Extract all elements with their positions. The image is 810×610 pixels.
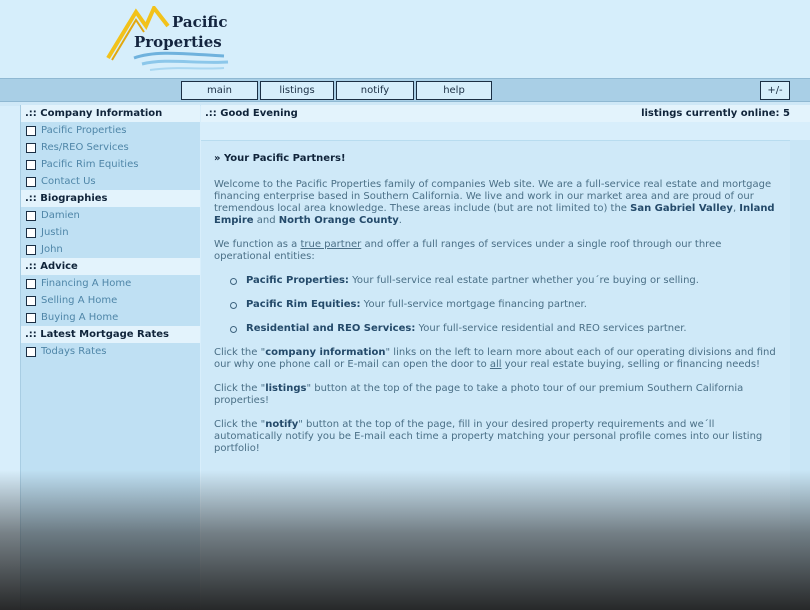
sidebar-item-label: Todays Rates [41,346,107,357]
listings-term: listings [265,383,307,394]
sidebar-item-label: Pacific Rim Equities [41,159,139,170]
sidebar-item-label: Justin [41,227,69,238]
notify-term: notify [265,419,299,430]
checkbox-icon [26,279,36,289]
pacific-properties-logo[interactable] [106,6,234,74]
nav-listings-button[interactable]: listings [260,81,334,100]
nav-notify-button[interactable]: notify [336,81,414,100]
sidebar-item-label: Pacific Properties [41,125,127,136]
nav-main-button[interactable]: main [181,81,258,100]
bullet-circle-icon [230,302,237,309]
greeting-text: .:: Good Evening [205,108,298,119]
checkbox-icon [26,126,36,136]
sidebar-item-pacific-properties[interactable] [21,122,200,139]
checkbox-icon [26,160,36,170]
toggle-layout-button[interactable]: +/- [760,81,790,100]
list-item [230,275,776,287]
area-separator: , [732,203,740,214]
sidebar-item-label: Financing A Home [41,278,132,289]
partner-text-b: and offer a full ranges of services under a single roof through our three operational entities: [214,239,722,262]
text: " button at the top of the page to take a photo tour of our premium Southern California properties! [214,383,744,406]
sidebar-heading-advice: .:: Advice [21,258,200,275]
checkbox-icon [26,228,36,238]
logo-line-1: Pacific [172,13,228,31]
text: Click the " [214,383,266,394]
bullet-circle-icon [230,278,237,285]
sidebar-item-damien[interactable] [21,207,200,224]
entities-list [214,275,776,335]
true-partner-link[interactable]: true partner [300,239,362,250]
text: " button at the top of the page, fill in your desired property requirements and we´ll automatically notify you be E-mail each time a property matching your personal profile comes into our listing portfolio! [214,419,763,454]
company-information-term: company information [265,347,386,358]
checkbox-icon [26,347,36,357]
text: your real estate buying, selling or financing needs! [501,359,761,370]
content-heading: » Your Pacific Partners! [214,153,346,164]
sidebar-item-label: Res/REO Services [41,142,129,153]
right-margin [790,140,810,610]
area-inland-empire: Inland Empire [214,203,775,226]
sidebar-item-label: Damien [41,210,80,221]
company-info-paragraph [214,347,776,371]
text: Click the " [214,347,266,358]
sidebar-item-todays-rates[interactable] [21,343,200,360]
sidebar-heading-biographies: .:: Biographies [21,190,200,207]
sidebar-item-selling-a-home[interactable] [21,292,200,309]
logo-text [134,12,227,52]
area-and: and [253,215,279,226]
entity-name: Residential and REO Services: [246,323,416,334]
logo-line-2: Properties [134,33,222,51]
listings-paragraph [214,383,776,407]
entity-name: Pacific Rim Equities: [246,299,361,310]
nav-help-button[interactable]: help [416,81,492,100]
sidebar-item-label: John [41,244,63,255]
text: Click the " [214,419,266,430]
entity-name: Pacific Properties: [246,275,349,286]
site-header [0,0,810,78]
notify-paragraph [214,419,776,455]
sidebar-heading-company: .:: Company Information [21,105,200,122]
sidebar-item-res-reo-services[interactable] [21,139,200,156]
area-north-orange: North Orange County [278,215,399,226]
checkbox-icon [26,211,36,221]
main-content [201,140,790,610]
partner-text-a: We function as a [214,239,301,250]
checkbox-icon [26,245,36,255]
sidebar [20,105,200,610]
entity-desc: Your full-service mortgage financing partner. [360,299,587,310]
sidebar-heading-mortgage-rates: .:: Latest Mortgage Rates [21,326,200,343]
all-emphasis: all [489,359,502,370]
text: " links on the left to learn more about each of our operating divisions and find our why one phone call or E-mail can open the door to [214,347,776,370]
sidebar-item-buying-a-home[interactable] [21,309,200,326]
checkbox-icon [26,177,36,187]
sidebar-item-pacific-rim-equities[interactable] [21,156,200,173]
sidebar-item-financing-a-home[interactable] [21,275,200,292]
sidebar-item-contact-us[interactable] [21,173,200,190]
status-bar [201,105,810,122]
checkbox-icon [26,296,36,306]
sidebar-item-label: Contact Us [41,176,96,187]
entity-desc: Your full-service real estate partner whether you´re buying or selling. [348,275,699,286]
checkbox-icon [26,143,36,153]
area-san-gabriel: San Gabriel Valley [630,203,733,214]
bullet-circle-icon [230,326,237,333]
intro-paragraph [214,179,776,227]
top-nav [0,78,810,102]
sidebar-item-justin[interactable] [21,224,200,241]
checkbox-icon [26,313,36,323]
intro-end: . [398,215,402,226]
list-item [230,299,776,311]
listings-online-count: listings currently online: 5 [641,108,790,119]
partner-paragraph [214,239,776,263]
sidebar-item-john[interactable] [21,241,200,258]
sidebar-item-label: Buying A Home [41,312,119,323]
intro-text: Welcome to the Pacific Properties family of companies Web site. We are a full-service real estate and mortgage financing enterprise based in Southern California. We live and work in our market area and are proud of our tremendous local area knowledge. These areas include (but are not limited to) the [214,179,772,214]
list-item [230,323,776,335]
entity-desc: Your full-service residential and REO services partner. [415,323,687,334]
sidebar-item-label: Selling A Home [41,295,118,306]
